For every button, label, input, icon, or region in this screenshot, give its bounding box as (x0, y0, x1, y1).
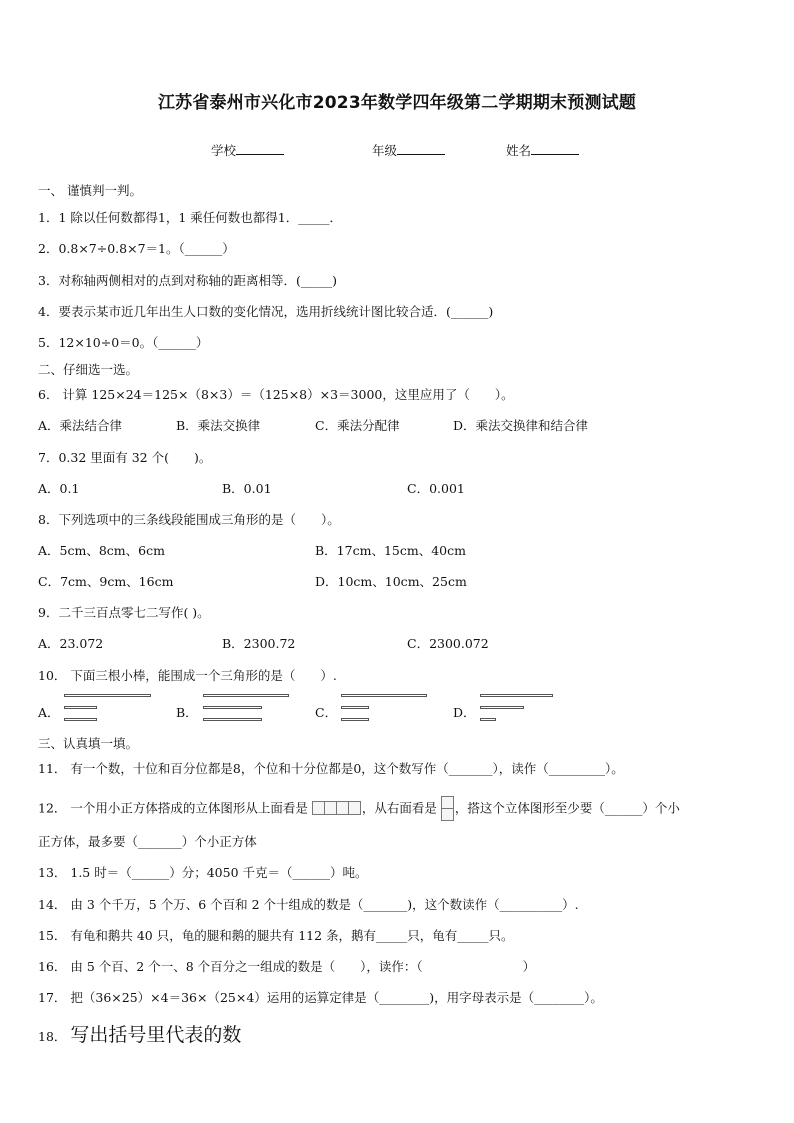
cube-square (348, 801, 361, 815)
stick (341, 694, 427, 697)
question-7: 7．0.32 里面有 32 个( )。 (38, 450, 212, 465)
top-view-figure (312, 801, 362, 817)
q6-option-b[interactable]: B．乘法交换律 (176, 418, 261, 433)
q9-option-b[interactable]: B．2300.72 (222, 636, 296, 651)
q18-number: 18． (38, 1029, 67, 1044)
q8-option-b[interactable]: B．17cm、15cm、40cm (315, 543, 466, 558)
cube-square (441, 808, 454, 821)
school-blank[interactable] (236, 141, 284, 155)
q7-option-c[interactable]: C．0.001 (407, 481, 465, 496)
q6-option-c[interactable]: C．乘法分配律 (315, 418, 400, 433)
stick (341, 718, 369, 721)
grade-field[interactable] (372, 141, 445, 159)
stick (480, 706, 524, 709)
q10-option-c[interactable]: C． (315, 705, 338, 720)
section-heading-2: 二、仔细选一选。 (38, 362, 139, 377)
name-label: 姓名 (506, 143, 532, 158)
section-heading-3: 三、认真填一填。 (38, 736, 139, 751)
q9-option-c[interactable]: C．2300.072 (407, 636, 489, 651)
q8-option-d[interactable]: D．10cm、10cm、25cm (315, 574, 467, 589)
q10-option-a[interactable]: A． (38, 705, 60, 720)
q7-option-b[interactable]: B．0.01 (222, 481, 272, 496)
question-12-continued: 正方体，最多要（_______）个小正方体 (38, 834, 257, 849)
question-4: 4．要表示某市近几年出生人口数的变化情况，选用折线统计图比较合适．(______) (38, 304, 494, 319)
question-13: 13． 1.5 时＝（______）分；4050 千克＝（______）吨。 (38, 865, 368, 880)
question-3: 3．对称轴两侧相对的点到对称轴的距离相等．(_____) (38, 273, 337, 288)
stick (64, 694, 151, 697)
q9-option-a[interactable]: A．23.072 (38, 636, 104, 651)
question-15: 15． 有龟和鹅共 40 只，龟的腿和鹅的腿共有 112 条，鹅有_____只，龟有_____只。 (38, 928, 514, 943)
question-5: 5．12×10÷0＝0。（______） (38, 335, 209, 350)
q12-part-b: ，从右面看是 (361, 800, 437, 816)
question-1: 1．1 除以任何数都得1，1 乘任何数也都得1．_____． (38, 210, 342, 225)
q6-option-d[interactable]: D．乘法交换律和结合律 (453, 418, 589, 433)
school-field[interactable] (211, 141, 284, 159)
question-9: 9．二千三百点零七二写作( )。 (38, 605, 210, 620)
stick (203, 706, 262, 709)
question-16: 16． 由 5 个百、2 个一、8 个百分之一组成的数是（ ），读作：（ ） (38, 959, 536, 974)
question-2: 2．0.8×7÷0.8×7＝1。（______） (38, 241, 235, 256)
stick (64, 706, 97, 709)
q12-part-a: 12． 一个用小正方体搭成的立体图形从上面看是 (38, 800, 308, 816)
stick (480, 694, 553, 697)
q7-option-a[interactable]: A．0.1 (38, 481, 80, 496)
question-11: 11． 有一个数，十位和百分位都是8，个位和十分位都是0，这个数写作（_______），读作（_________）。 (38, 761, 624, 776)
question-8: 8．下列选项中的三条线段能围成三角形的是（ ）。 (38, 512, 340, 527)
question-18 (38, 1020, 241, 1047)
stick (64, 718, 97, 721)
q10-option-d[interactable]: D． (453, 705, 476, 720)
stick (341, 706, 369, 709)
section-heading-1: 一、 谨慎判一判。 (38, 183, 142, 198)
question-6: 6． 计算 125×24＝125×（8×3）＝（125×8）×3＝3000，这里应用了（ ）。 (38, 387, 514, 402)
question-12 (38, 796, 680, 822)
question-10: 10． 下面三根小棒，能围成一个三角形的是（ ）. (38, 668, 337, 683)
name-field[interactable] (506, 141, 579, 159)
q8-option-a[interactable]: A．5cm、8cm、6cm (38, 543, 165, 558)
q18-text: 写出括号里代表的数 (70, 1024, 242, 1046)
page-title: 江苏省泰州市兴化市2023年数学四年级第二学期期末预测试题 (157, 93, 637, 113)
stick (480, 718, 496, 721)
q12-part-c: ，搭这个立体图形至少要（______）个小 (454, 800, 680, 816)
grade-label: 年级 (372, 143, 398, 158)
question-14: 14． 由 3 个千万，5 个万、6 个百和 2 个十组成的数是（_______)，这个数读作（__________）. (38, 897, 579, 912)
stick (203, 718, 262, 721)
q8-option-c[interactable]: C．7cm、9cm、16cm (38, 574, 174, 589)
question-17: 17． 把（36×25）×4＝36×（25×4）运用的运算定律是（________)，用字母表示是（________）。 (38, 990, 603, 1005)
q10-option-b[interactable]: B． (176, 705, 198, 720)
stick (203, 694, 289, 697)
name-blank[interactable] (531, 141, 579, 155)
q6-option-a[interactable]: A．乘法结合律 (38, 418, 123, 433)
school-label: 学校 (211, 143, 237, 158)
grade-blank[interactable] (397, 141, 445, 155)
right-view-figure (441, 796, 455, 822)
